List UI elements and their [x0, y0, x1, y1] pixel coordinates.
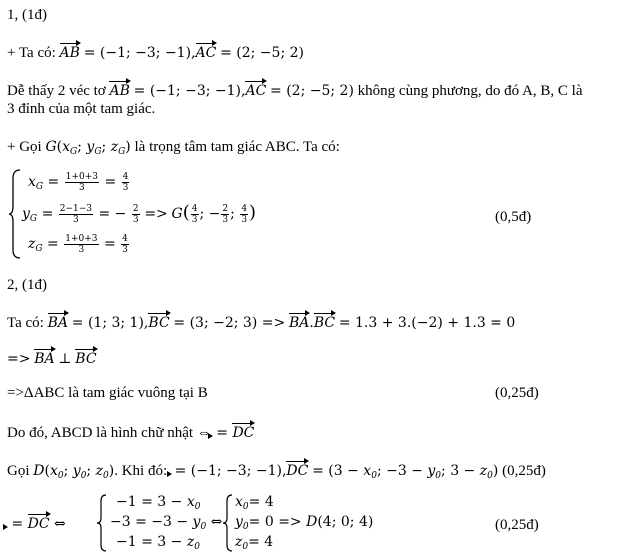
define-d-line: Gọi $D(x_0$; $y_0$; $z_0$). Khi đó: = (−1; −3; $-1),DC = (3 - x_0$; $-3 - y_0$; $3 - z_0$) (0,25đ): [7, 460, 546, 485]
system-brace-1: [96, 494, 108, 552]
vector-ab: AB: [60, 42, 80, 62]
score-right-triangle: (0,25đ): [495, 385, 539, 401]
intro-text: + Ta có:: [7, 45, 56, 61]
triangle-line: 3 đỉnh của một tam giác.: [7, 101, 156, 117]
vector-ac: AC: [196, 42, 217, 62]
easy-see-text: Dễ thấy 2 véc tơ: [7, 83, 106, 99]
ab-value: = (−1; −3; −1),: [83, 45, 196, 61]
system-brace-2: [222, 494, 234, 552]
vector-ab-2: AB: [109, 80, 129, 100]
vector-ac-2: AC: [245, 80, 266, 100]
result-x0: $x_0= 4$: [235, 494, 274, 512]
result-y0: $y_0= 0 => D(4$; 0; 4): [235, 514, 374, 532]
score-part1: (0,5đ): [495, 209, 532, 225]
result-z0: $z_0= 4$: [235, 534, 274, 552]
collinearity-line: [7, 80, 582, 100]
ba-bc-line: Ta có: BA = (1; 3; 1),BC = (3; −2; 3) => BA.BC = 1.3 + 3.(−2) + 1.3 = 0: [7, 312, 515, 332]
left-brace: [8, 168, 22, 260]
vector-bc: BC: [148, 312, 169, 332]
ac-value: = (2; −5; 2): [220, 45, 304, 61]
vector-ba: BA: [48, 312, 68, 332]
system-eq-3: $-1 = 3 - z_0$: [116, 534, 200, 552]
ab-value-2: = (−1; −3; −1),: [133, 83, 246, 99]
rectangle-line: Do đó, ABCD là hình chữ nhật ⇔ = DC: [7, 422, 254, 442]
centroid-intro: + Gọi $G(x_G$; $y_G$; $z_G$) là trọng tâm tam giác ABC. Ta có:: [7, 139, 340, 157]
ab-eq-dc: = DC ⇔: [7, 513, 66, 533]
centroid-intro-a: + Gọi: [7, 139, 42, 155]
not-collinear-text: không cùng phương, do đó A, B, C là: [357, 83, 583, 99]
part2-header: 2, (1đ): [7, 277, 47, 293]
centroid-intro-b: là trọng tâm tam giác ABC. Ta có:: [134, 139, 340, 155]
part1-header: 1, (1đ): [7, 7, 47, 23]
zg-equation: $z_G$ = $\frac{1+0+3}{3}$ = $\frac{4}{3}$: [28, 234, 128, 255]
perpendicular-line: => BA ⊥ BC: [7, 348, 97, 368]
yg-equation: $y_G$ = $\frac{2-1-3}{3}$ = − $\frac{2}{3}$ => G( $\frac{4}{3}$ ; − $\frac{2}{3}$ ; $\frac{4}{3}$ ): [22, 202, 257, 226]
right-triangle-line: =>ΔABC là tam giác vuông tại B: [7, 385, 208, 401]
vectors-ab-ac-line: [7, 42, 304, 62]
system-eq-1: $-1 = 3 - x_0$: [116, 494, 201, 512]
system-eq-2: $-3 = -3 - y_0$ ⇔: [110, 514, 223, 532]
ac-value-2: = (2; −5; 2): [270, 83, 354, 99]
score-final: (0,25đ): [495, 517, 539, 533]
xg-equation: $x_G$ = $\frac{1+0+3}{3}$ = $\frac{4}{3}$: [28, 172, 129, 193]
